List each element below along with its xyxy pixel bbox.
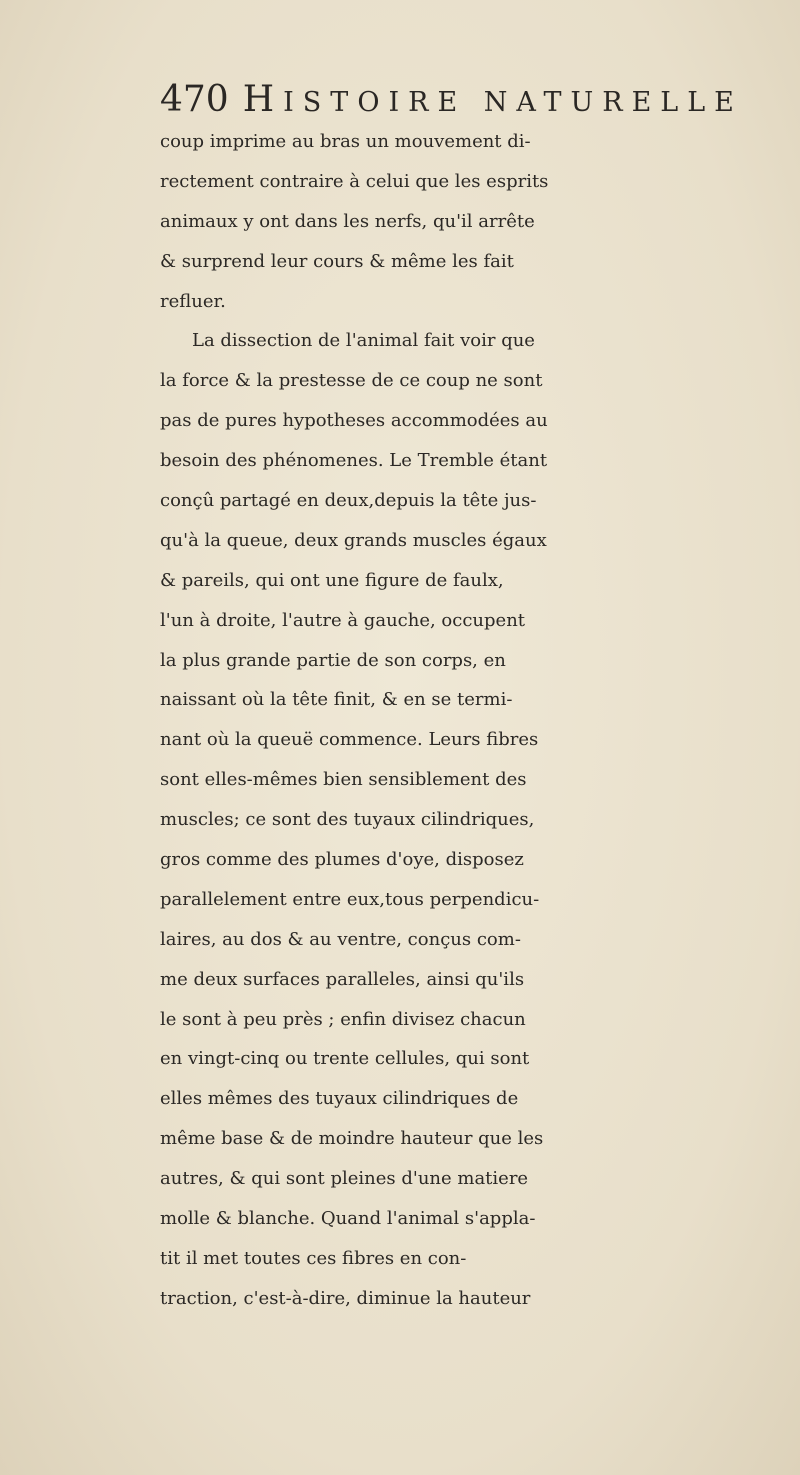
text-line: même base & de moindre hauteur que les <box>160 1128 544 1150</box>
text-line: conçû partagé en deux,depuis la tête jus- <box>160 490 537 512</box>
text-line: rectement contraire à celui que les esprits <box>160 170 549 192</box>
text-line: la plus grande partie de son corps, en <box>160 649 506 671</box>
text-line: molle & blanche. Quand l'animal s'appla- <box>160 1208 536 1230</box>
page-header <box>160 80 743 123</box>
text-line: parallelement entre eux,tous perpendicu- <box>160 888 540 910</box>
paragraph-start-line: La dissection de l'animal fait voir que <box>192 330 535 352</box>
text-line: la force & la prestesse de ce coup ne sont <box>160 370 543 392</box>
text-line: besoin des phénomenes. Le Tremble étant <box>160 450 548 472</box>
text-line: refluer. <box>160 290 226 312</box>
running-title: HISTOIRE NATURELLE <box>242 79 743 120</box>
text-line: tit il met toutes ces fibres en con- <box>160 1247 467 1269</box>
body-text <box>160 122 800 1319</box>
text-line: l'un à droite, l'autre à gauche, occupent <box>160 609 526 631</box>
text-line: me deux surfaces paralleles, ainsi qu'ils <box>160 968 525 990</box>
text-line: naissant où la tête finit, & en se termi- <box>160 689 513 711</box>
text-line: traction, c'est-à-dire, diminue la hauteur <box>160 1287 531 1309</box>
text-line: gros comme des plumes d'oye, disposez <box>160 849 524 871</box>
text-line: coup imprime au bras un mouvement di- <box>160 131 531 152</box>
text-line: sont elles-mêmes bien sensiblement des <box>160 769 527 791</box>
text-line: pas de pures hypotheses accommodées au <box>160 410 548 432</box>
text-line: autres, & qui sont pleines d'une matiere <box>160 1168 529 1190</box>
text-line: & surprend leur cours & même les fait <box>160 250 514 272</box>
text-line: le sont à peu près ; enfin divisez chacun <box>160 1008 526 1030</box>
text-line: elles mêmes des tuyaux cilindriques de <box>160 1088 519 1110</box>
text-line: muscles; ce sont des tuyaux cilindriques, <box>160 809 535 831</box>
text-line: animaux y ont dans les nerfs, qu'il arrête <box>160 210 535 232</box>
text-line: & pareils, qui ont une figure de faulx, <box>160 569 504 591</box>
page-number: 470 <box>160 79 229 120</box>
text-line: nant où la queuë commence. Leurs fibres <box>160 729 539 751</box>
text-line: qu'à la queue, deux grands muscles égaux <box>160 529 547 551</box>
text-line: laires, au dos & au ventre, conçus com- <box>160 928 521 950</box>
text-line: en vingt-cinq ou trente cellules, qui sont <box>160 1048 530 1070</box>
